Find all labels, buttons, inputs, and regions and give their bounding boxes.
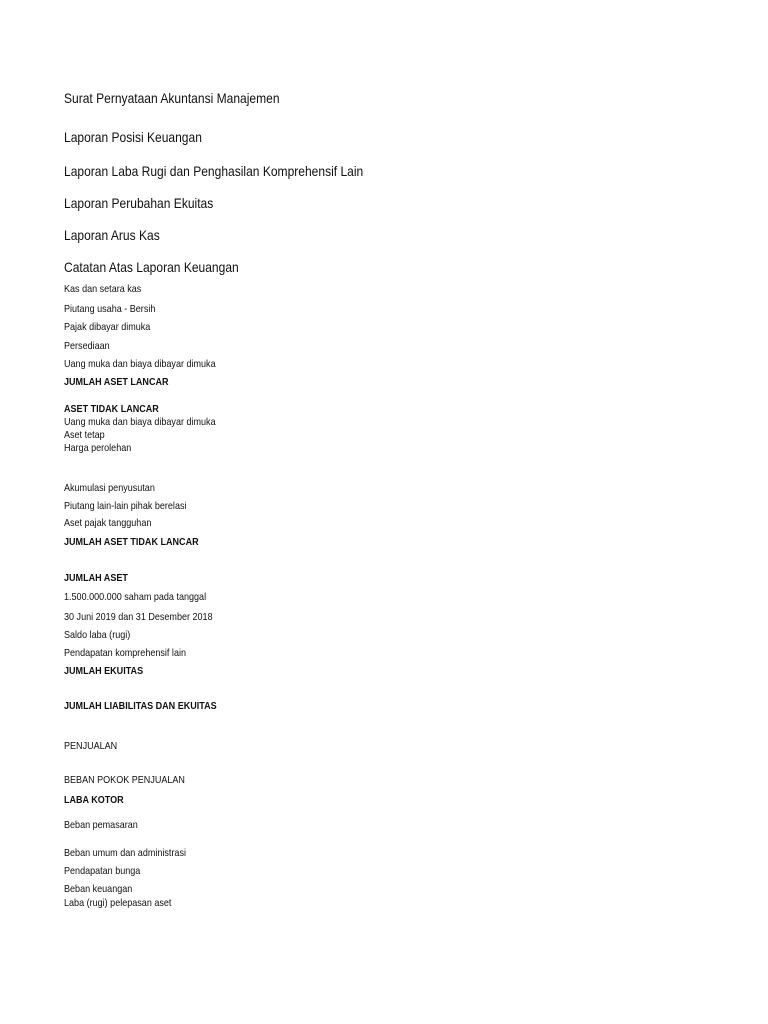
item-deferred-tax-assets: Aset pajak tangguhan xyxy=(64,517,152,529)
heading-cash-flow: Laporan Arus Kas xyxy=(64,227,160,243)
heading-notes: Catatan Atas Laporan Keuangan xyxy=(64,259,239,275)
item-accumulated-depreciation: Akumulasi penyusutan xyxy=(64,482,155,494)
heading-financial-position: Laporan Posisi Keuangan xyxy=(64,129,202,145)
item-other-comprehensive-income: Pendapatan komprehensif lain xyxy=(64,647,186,659)
item-cash: Kas dan setara kas xyxy=(64,283,142,295)
item-shares: 1.500.000.000 saham pada tanggal xyxy=(64,591,207,603)
item-fixed-assets: Aset tetap xyxy=(64,429,105,441)
item-dates: 30 Juni 2019 dan 31 Desember 2018 xyxy=(64,611,213,623)
item-gain-loss-disposal: Laba (rugi) pelepasan aset xyxy=(64,897,172,909)
item-total-current-assets: JUMLAH ASET LANCAR xyxy=(64,376,169,388)
item-acquisition-cost: Harga perolehan xyxy=(64,442,132,454)
item-prepaid-taxes: Pajak dibayar dimuka xyxy=(64,321,151,333)
item-sales: PENJUALAN xyxy=(64,740,118,752)
item-inventory: Persediaan xyxy=(64,340,110,352)
heading-statement-of-management: Surat Pernyataan Akuntansi Manajemen xyxy=(64,90,280,106)
item-total-liabilities-equity: JUMLAH LIABILITAS DAN EKUITAS xyxy=(64,700,217,712)
item-finance-costs: Beban keuangan xyxy=(64,883,133,895)
item-total-non-current-assets: JUMLAH ASET TIDAK LANCAR xyxy=(64,536,199,548)
item-retained-earnings: Saldo laba (rugi) xyxy=(64,629,131,641)
item-advances-prepaid: Uang muka dan biaya dibayar dimuka xyxy=(64,358,216,370)
heading-changes-in-equity: Laporan Perubahan Ekuitas xyxy=(64,195,214,211)
item-non-current-assets: ASET TIDAK LANCAR xyxy=(64,403,159,415)
item-related-party-receivables: Piutang lain-lain pihak berelasi xyxy=(64,500,187,512)
item-cost-of-sales: BEBAN POKOK PENJUALAN xyxy=(64,774,185,786)
item-trade-receivables: Piutang usaha - Bersih xyxy=(64,303,156,315)
item-marketing-expenses: Beban pemasaran xyxy=(64,819,138,831)
item-interest-income: Pendapatan bunga xyxy=(64,865,141,877)
item-gross-profit: LABA KOTOR xyxy=(64,794,124,806)
item-total-assets: JUMLAH ASET xyxy=(64,572,128,584)
item-general-admin-expenses: Beban umum dan administrasi xyxy=(64,847,186,859)
item-advances-prepaid-noncurrent: Uang muka dan biaya dibayar dimuka xyxy=(64,416,216,428)
heading-profit-loss: Laporan Laba Rugi dan Penghasilan Komprehensif Lain xyxy=(64,163,364,179)
item-total-equity: JUMLAH EKUITAS xyxy=(64,665,144,677)
